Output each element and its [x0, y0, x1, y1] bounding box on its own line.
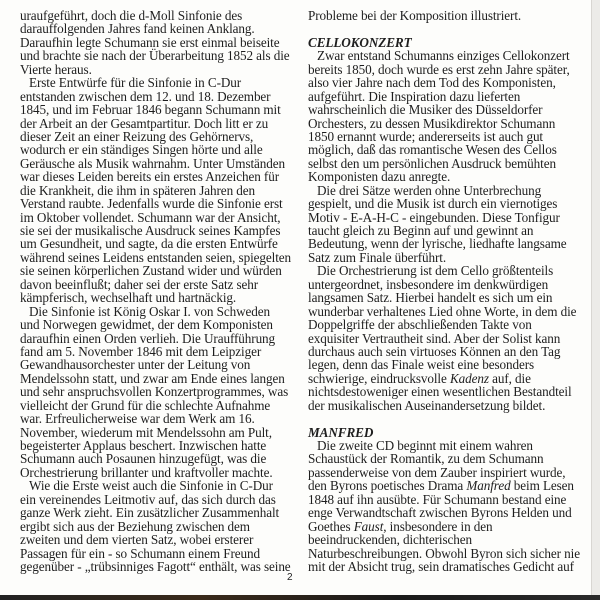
text-line: Motiv - E-A-H-C - eingebunden. Diese Tonfigur [308, 209, 560, 225]
text-line: Geräusche als Musik wahrnahm. Unter Umständen [20, 155, 286, 171]
text-line: aufgeführt. Die Inspiration dazu lieferten [308, 88, 521, 104]
text-line: ergibt sich aus der Beziehung zwischen dem [20, 518, 250, 534]
text-line: ganze Werk zieht. Ein zusätzlicher Zusammenhalt [20, 505, 280, 521]
text-line: und Norwegen gewidmet, der dem Komponisten [20, 317, 273, 333]
italic-title: Manfred [466, 478, 511, 494]
text-line: legen, denn das Finale weist eine besonders [308, 357, 535, 373]
paragraph [308, 9, 580, 22]
text-line: also vier Jahre nach dem Tod des Komponisten, [308, 75, 556, 91]
text-line: Probleme bei der Komposition illustriert. [308, 8, 522, 23]
text-line: sie sei der musikalische Ausdruck seines Kampfes [20, 223, 281, 238]
text-line: um Gesundheit, und sagte, da die ersten Entwürfe [20, 236, 278, 252]
text-line: Daraufhin legte Schumann sie erst einmal beiseite [20, 34, 280, 50]
text-line: beeindruckenden, dichterischen [308, 532, 472, 548]
bottom-border [0, 595, 600, 600]
text-line: Satz zum Finale überführt. [308, 249, 447, 265]
paragraph [308, 49, 580, 183]
text-segment: Goethes [308, 518, 354, 534]
italic-title: Kadenz [449, 370, 489, 386]
text-segment: auf, die [488, 370, 531, 386]
paragraph [20, 9, 290, 76]
text-line [308, 372, 580, 385]
page-edge [591, 0, 600, 596]
text-line: kämpferisch, wechselhaft und hartnäckig. [20, 290, 237, 306]
text-line: entstanden zwischen dem 12. und 18. Dezember [20, 88, 271, 104]
text-line: im Oktober vollendet. Schumann war der Ansicht, [20, 209, 281, 225]
text-line: fand am 5. November 1846 mit dem Leipziger [20, 343, 262, 359]
text-line: taucht gleich zu Beginn auf und gewinnt an [308, 223, 534, 238]
italic-title: Faust [353, 518, 384, 534]
text-segment: schwierige, eindrucksvolle [308, 370, 450, 386]
section-heading: MANFRED [308, 424, 374, 440]
paragraph [20, 479, 290, 573]
text-segment: beim Lesen [510, 478, 574, 494]
text-line: Doppelgriffe der abschließenden Takte von [308, 317, 532, 333]
text-line: Verstand raubte. Jedenfalls wurde die Sinfonie erst [20, 196, 283, 212]
text-line: Passagen für ein - so Schumann einem Freund [20, 545, 260, 561]
text-line: 1845, und im Februar 1846 begann Schumann mit [20, 102, 281, 118]
text-line: November, wiederum mit Mendelssohn am Pult, [20, 424, 272, 440]
text-line: sie seinen körperlichen Zustand wider und würden [20, 263, 282, 279]
text-line: begeisterter Applaus beschert. Inzwischen hatte [20, 438, 267, 453]
paragraph [20, 305, 290, 480]
text-line: Zwar entstand Schumanns einziges Cellokonzert [317, 48, 570, 64]
text-line: wunderbar verhaltenes Lied ohne Worte, in dem die [308, 303, 577, 319]
text-line: während seines Leidens entstanden seien, spiegelten [20, 249, 292, 265]
text-line: enge Verwandtschaft zwischen Byrons Helden und [308, 505, 572, 521]
paragraph [20, 76, 290, 304]
text-line: die Krankheit, die ihm in späteren Jahren den [20, 182, 255, 198]
text-line: Die Sinfonie ist König Oskar I. von Schweden [29, 303, 270, 319]
text-line: war dieses Leiden bereits ein erstes Anzeichen für [20, 169, 280, 185]
text-line: davon beeinflußt; daher sei der erste Satz sehr [20, 276, 259, 292]
text-line: der Arbeit an der Gesamtpartitur. Doch litt er zu [20, 115, 269, 131]
text-line: Vierte heraus. [20, 61, 92, 77]
text-line: Bedeutung, wenn der lyrische, liedhafte langsame [308, 236, 567, 252]
text-line: zweiten und dem vierten Satz, wobei ersterer [20, 532, 254, 548]
text-line: Die Orchestrierung ist dem Cello größtenteils [317, 263, 554, 279]
text-line: Die zweite CD beginnt mit einem wahren [317, 438, 533, 453]
spacer [308, 412, 580, 425]
text-line: wodurch er ein ständiges Singen hörte und alle [20, 142, 263, 158]
text-line: Schumann auch Posaunen hinzugefügt, was die [20, 451, 267, 467]
text-line: langsamen Satz. Hierbei handelt es sich um ein [308, 290, 553, 306]
text-line: der musikalischen Auseinandersetzung bildet. [308, 397, 546, 413]
text-line: dieser Zeit an einer Reizung des Gehörnervs, [20, 128, 254, 144]
text-line: gegenüber - „trübsinniges Fagott“ enthält, was seine [20, 558, 291, 574]
text-line: Schaustück der Romantik, zu dem Schumann [308, 451, 544, 467]
text-line: Orchestrierung brillanter und kraftvoller machte. [20, 464, 273, 480]
text-line: Wie die Erste weist auch die Sinfonie in C-Dur [29, 478, 273, 494]
text-line [308, 520, 580, 533]
text-line: Die drei Sätze werden ohne Unterbrechung [317, 182, 542, 198]
text-line: Komponisten dazu anregte. [308, 169, 451, 185]
text-line: Gewandhausorchester unter der Leitung von [20, 357, 251, 373]
text-line: selbst den um persönlichen Ausdruck bemühten [308, 155, 556, 171]
text-line: untergeordnet, insbesondere im denkwürdigen [308, 276, 549, 292]
text-line: mit der Absicht trug, sein dramatisches Gedicht auf [308, 558, 574, 574]
text-line: ein vereinendes Leitmotiv auf, das sich durch das [20, 491, 276, 507]
text-line: nichtsdestoweniger einen wesentlichen Bestandteil [308, 384, 572, 400]
text-line: gespielt, und die Musik ist durch ein viernotiges [308, 196, 558, 212]
spacer [308, 22, 580, 35]
text-line: 1848 auf ihn ausübte. Für Schumann bestand eine [308, 491, 567, 507]
section-heading: CELLOKONZERT [308, 34, 412, 50]
left-column [20, 9, 290, 573]
text-line: daraufhin einen Orden verlieh. Die Uraufführung [20, 330, 276, 346]
text-line: Erste Entwürfe für die Sinfonie in C-Dur [29, 75, 242, 91]
text-line: uraufgeführt, doch die d-Moll Sinfonie des [20, 8, 243, 23]
text-segment: , insbesondere in den [383, 518, 493, 534]
text-line: Naturbeschreibungen. Obwohl Byron sich sicher nie [308, 545, 580, 561]
text-segment: den Byrons poetisches Drama [308, 478, 467, 494]
text-line: wahrscheinlich die Musiker des Düsseldorfer [308, 102, 543, 118]
text-line: und sehr anspruchsvollen Konzertprogrammes, was [20, 384, 289, 400]
text-line: 1850 ernannt wurde; andererseits ist auch gut [308, 128, 544, 144]
text-line: durchaus auch sein virtuoses Können an den Tag [308, 343, 561, 359]
page-number: 2 [287, 572, 293, 583]
text-line: war. Erfreulicherweise war dem Werk am 16. [20, 411, 255, 427]
text-line: Orchesters, zu dessen Musikdirektor Schumann [308, 115, 556, 131]
text-line: möglich, daß das romantische Wesen des Cellos [308, 142, 557, 158]
text-line: bereits 1850, doch wurde es erst zehn Jahre später, [308, 61, 570, 77]
text-line: und brachte sie nach der Überarbeitung 1852 als die [20, 48, 290, 64]
text-line: darauffolgenden Jahres fand keinen Anklang. [20, 21, 255, 37]
paragraph [308, 439, 580, 573]
right-column [308, 9, 580, 573]
text-line: Mendelssohn statt, und zwar am Ende eines langen [20, 370, 285, 386]
paragraph [308, 264, 580, 412]
text-line: vielleicht der Grund für die schlechte Aufnahme [20, 397, 271, 413]
paragraph [308, 184, 580, 265]
text-line [308, 479, 580, 492]
text-line: passenderweise von dem Zauber inspiriert wurde, [308, 464, 566, 480]
text-line: exquisiter Vertrautheit sind. Aber der Solist kann [308, 330, 561, 346]
